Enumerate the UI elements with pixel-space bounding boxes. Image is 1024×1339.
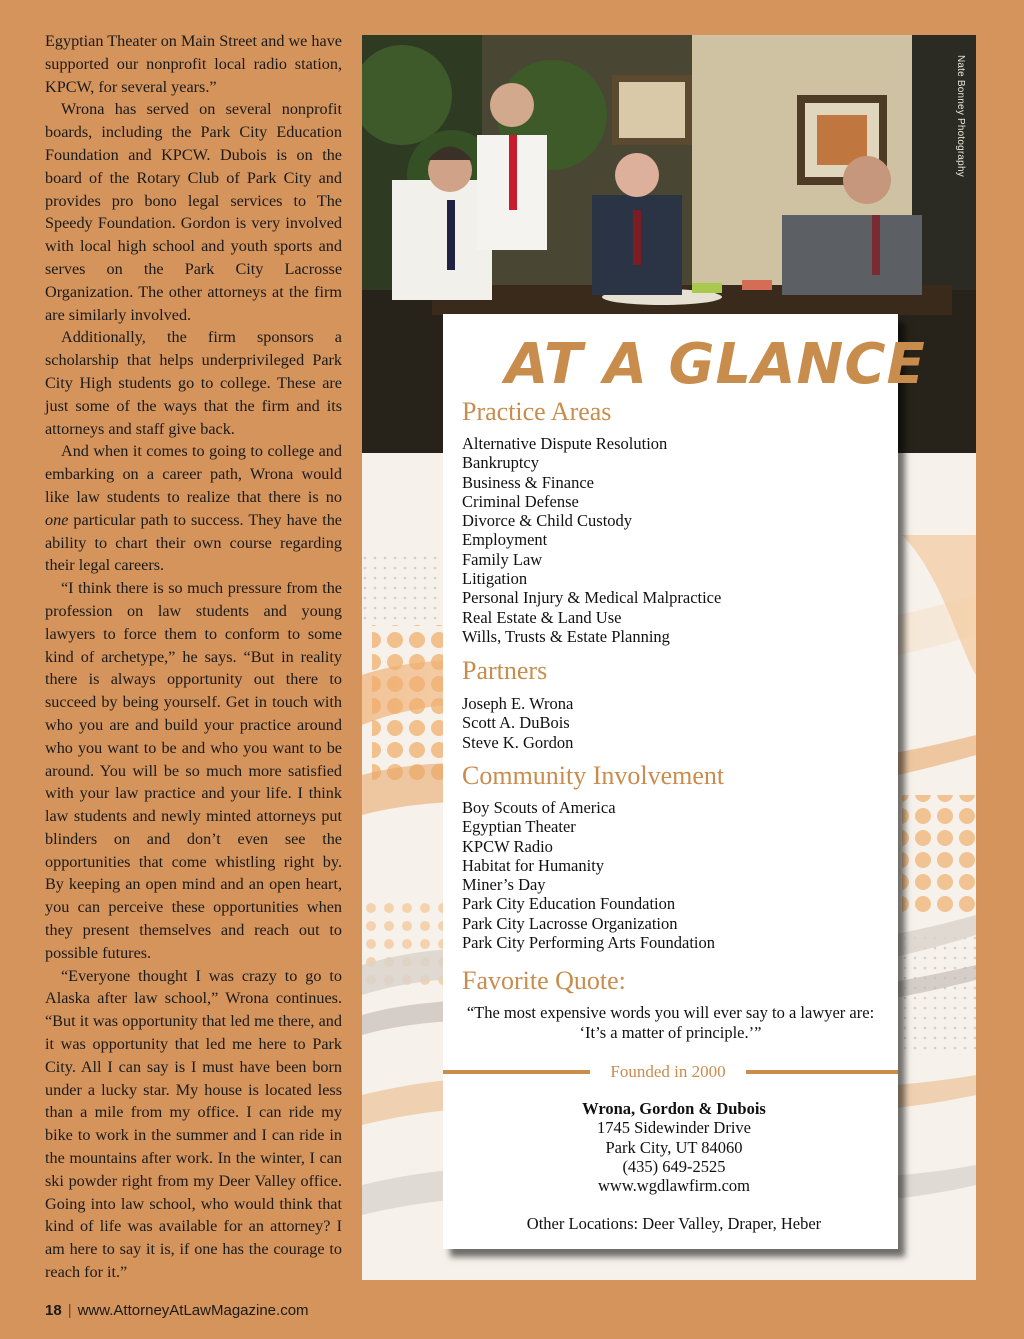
list-item: Steve K. Gordon	[462, 732, 574, 752]
firm-name: Wrona, Gordon & Dubois	[582, 1099, 766, 1118]
street-address: 1745 Sidewinder Drive	[597, 1118, 751, 1138]
list-item: Employment	[462, 530, 548, 550]
other-locations: Other Locations: Deer Valley, Draper, Heber	[526, 1214, 822, 1233]
list-item: Criminal Defense	[462, 491, 579, 511]
article-paragraph	[45, 440, 342, 577]
list-item: Park City Performing Arts Foundation	[462, 933, 715, 953]
list-item: Egyptian Theater	[462, 817, 576, 837]
practice-areas-heading: Practice Areas	[462, 397, 612, 426]
list-item: Scott A. DuBois	[462, 713, 570, 733]
list-item: Habitat for Humanity	[462, 855, 605, 875]
at-a-glance-box	[443, 314, 926, 1249]
city-state-zip: Park City, UT 84060	[605, 1137, 743, 1157]
favorite-quote-heading: Favorite Quote:	[462, 966, 626, 995]
article-text: And when it comes to going to college and embarking on a career path, Wrona would like law students to realize that there is no	[45, 442, 342, 506]
list-item: Alternative Dispute Resolution	[462, 434, 668, 453]
divider-bar	[443, 1070, 590, 1074]
footer-separator: |	[67, 1302, 72, 1319]
footer-website: www.AttorneyAtLawMagazine.com	[77, 1302, 309, 1319]
list-item: Park City Education Foundation	[462, 894, 676, 914]
list-item: Bankruptcy	[462, 453, 539, 473]
list-item: Wills, Trusts & Estate Planning	[462, 626, 670, 646]
community-involvement-list	[462, 798, 715, 952]
glance-title: AT A GLANCE	[505, 332, 926, 397]
page-number: 18	[45, 1302, 62, 1319]
article-text: particular path to success. They have the ability to chart their own course regarding their legal careers.	[45, 510, 342, 575]
page-footer	[45, 1302, 309, 1319]
list-item: Joseph E. Wrona	[462, 694, 574, 713]
photo-credit: Nate Bonney Photography	[955, 55, 966, 177]
practice-areas-list	[462, 434, 721, 646]
list-item: Miner’s Day	[462, 875, 546, 895]
founded-divider	[443, 1062, 898, 1084]
phone-number: (435) 649-2525	[622, 1156, 726, 1176]
list-item: Family Law	[462, 549, 543, 569]
list-item: Park City Lacrosse Organization	[462, 913, 678, 933]
list-item: Boy Scouts of America	[462, 798, 616, 817]
list-item: KPCW Radio	[462, 836, 553, 856]
partners-list	[462, 694, 573, 752]
quote-line: ‘It’s a matter of principle.’”	[579, 1023, 762, 1042]
divider-bar	[746, 1070, 898, 1074]
list-item: Personal Injury & Medical Malpractice	[462, 588, 722, 608]
article-paragraph: Additionally, the firm sponsors a scholarship that helps underprivileged Park City High students go to college. These are just some of the ways that the firm and its attorneys and staff give back.	[45, 328, 342, 438]
list-item: Divorce & Child Custody	[462, 511, 633, 531]
community-involvement-heading: Community Involvement	[462, 761, 725, 790]
firm-website: www.wgdlawfirm.com	[598, 1176, 750, 1196]
list-item: Business & Finance	[462, 472, 594, 492]
partners-heading: Partners	[462, 656, 548, 685]
article-paragraph: Egyptian Theater on Main Street and we have supported our nonprofit local radio station, KPCW, for several years.”	[45, 32, 342, 96]
list-item: Litigation	[462, 569, 528, 589]
article-paragraph: “Everyone thought I was crazy to go to Alaska after law school,” Wrona continues. “But it was opportunity that led me there, and it was opportunity that led me here to Park City. All I can say is I must have been born under a lucky star. My house is located less than a mile from my office. I can ride my bike to work in the summer and I can ride in the mountains after work. In the winter, I can ski powder right from my Deer Valley office. Going into law school, who would think that kind of life was available for an attorney? I am here to say it is, if one has the courage to reach for it.”	[45, 966, 342, 1282]
favorite-quote	[443, 1003, 898, 1043]
article-paragraph: “I think there is so much pressure from the profession on law students and young lawyers to force them to conform to some kind of archetype,” he says. “But in reality there is always opportunity out there to succeed by being yourself. Get in touch with who you are and build your practice around who you want to be and who you want to be around. You will be so much more satisfied with your law practice and your life. I think law students and newly minted attorneys put blinders on and don’t even see the opportunities that come whistling right by. By keeping an open mind and an open heart, you can perceive these opportunities when they present themselves and reach out to possible futures.	[45, 579, 342, 962]
quote-line: “The most expensive words you will ever say to a lawyer are:	[466, 1003, 875, 1022]
firm-address	[443, 1099, 905, 1195]
founded-year: Founded in 2000	[610, 1062, 726, 1081]
article-column	[45, 30, 342, 1284]
list-item: Real Estate & Land Use	[462, 607, 622, 627]
article-emphasis: one	[45, 510, 69, 529]
article-paragraph: Wrona has served on several nonprofit boards, including the Park City Education Foundation and KPCW. Dubois is on the board of the Rotary Club of Park City and provides pro bono legal services to The Speedy Foundation. Gordon is very involved with local high school and youth sports and serves on the Park City Lacrosse Organization. The other attorneys at the firm are similarly involved.	[45, 100, 342, 324]
